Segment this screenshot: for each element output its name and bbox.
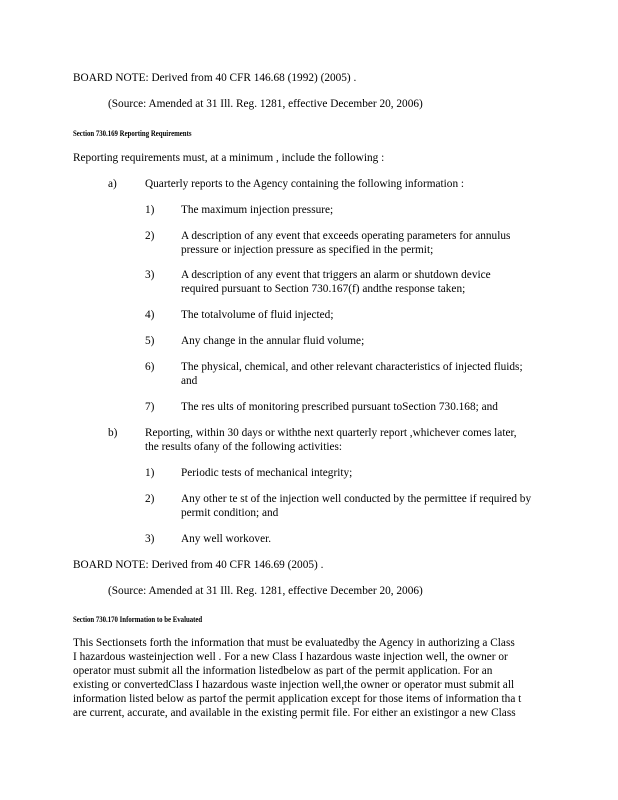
paragraph-line: existing or convertedClass I hazardous waste injection well,the owner or operator must submit all: [73, 679, 515, 691]
sublist-item-text: and: [181, 375, 198, 387]
board-note: BOARD NOTE: Derived from 40 CFR 146.68 (1992) (2005) .: [73, 72, 357, 84]
sublist-item-text: permit condition; and: [181, 507, 279, 519]
sublist-marker: 2): [145, 230, 155, 242]
sublist-marker: 3): [145, 533, 155, 545]
sublist-item-text: The totalvolume of fluid injected;: [181, 309, 334, 321]
sublist-item-text: The physical, chemical, and other relevant characteristics of injected fluids;: [181, 361, 523, 373]
sublist-item-text: A description of any event that triggers an alarm or shutdown device: [181, 269, 491, 281]
sublist-marker: 1): [145, 204, 155, 216]
sublist-item-text: required pursuant to Section 730.167(f) andthe response taken;: [181, 283, 466, 295]
list-item-text: Reporting, within 30 days or withthe next quarterly report ,whichever comes later,: [145, 427, 517, 439]
sublist-item-text: The res ults of monitoring prescribed pursuant toSection 730.168; and: [181, 401, 498, 413]
sublist-marker: 1): [145, 467, 155, 479]
sublist-marker: 5): [145, 335, 155, 347]
paragraph-line: This Sectionsets forth the information that must be evaluatedby the Agency in authorizing a Class: [73, 637, 515, 649]
source-note: (Source: Amended at 31 Ill. Reg. 1281, effective December 20, 2006): [108, 585, 423, 597]
source-note: (Source: Amended at 31 Ill. Reg. 1281, effective December 20, 2006): [108, 98, 423, 110]
section-heading: Section 730.170 Information to be Evaluated: [73, 615, 203, 624]
sublist-marker: 6): [145, 361, 155, 373]
paragraph-line: operator must submit all the information listedbelow as part of the permit application. For an: [73, 665, 493, 677]
sublist-item-text: Any change in the annular fluid volume;: [181, 335, 365, 347]
sublist-item-text: Any other te st of the injection well conducted by the permittee if required by: [181, 493, 532, 505]
sublist-item-text: Any well workover.: [181, 533, 272, 545]
sublist-marker: 2): [145, 493, 155, 505]
section-heading: Section 730.169 Reporting Requirements: [73, 129, 192, 138]
list-marker: b): [108, 427, 118, 439]
list-marker: a): [108, 178, 117, 190]
list-item-text: Quarterly reports to the Agency containing the following information :: [145, 178, 465, 190]
sublist-item-text: The maximum injection pressure;: [181, 204, 334, 216]
sublist-item-text: Periodic tests of mechanical integrity;: [181, 467, 353, 479]
paragraph-line: I hazardous wasteinjection well . For a new Class I hazardous waste injection well, the owner or: [73, 651, 508, 663]
sublist-marker: 4): [145, 309, 155, 321]
sublist-item-text: pressure or injection pressure as specified in the permit;: [181, 244, 434, 256]
sublist-marker: 3): [145, 269, 155, 281]
section-intro: Reporting requirements must, at a minimum , include the following :: [73, 152, 385, 164]
sublist-marker: 7): [145, 401, 155, 413]
board-note: BOARD NOTE: Derived from 40 CFR 146.69 (2005) .: [73, 559, 324, 571]
paragraph-line: information listed below as partof the permit application except for those items of information tha t: [73, 693, 522, 705]
list-item-text: the results ofany of the following activities:: [145, 441, 343, 453]
sublist-item-text: A description of any event that exceeds operating parameters for annulus: [181, 230, 511, 242]
paragraph-line: are current, accurate, and available in the existing permit file. For either an existingor a new Class: [73, 707, 516, 719]
